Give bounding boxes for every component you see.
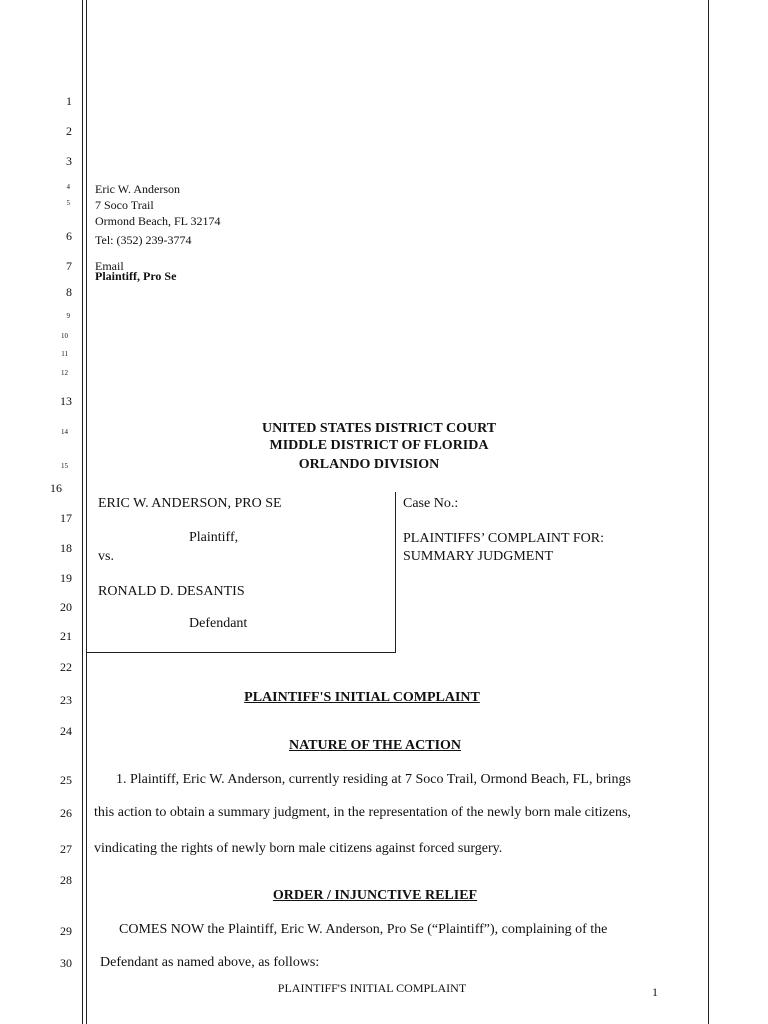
defendant-label: Defendant (189, 616, 248, 631)
line-number: 3 (66, 154, 72, 168)
document-title-line2: SUMMARY JUDGMENT (403, 549, 554, 564)
caption-divider-vertical (395, 492, 396, 653)
page-number: 1 (652, 985, 658, 999)
filer-email: Email (95, 259, 124, 273)
line-number: 4 (66, 183, 70, 191)
right-margin-rule (708, 0, 709, 1024)
filer-phone: Tel: (352) 239-3774 (95, 233, 192, 247)
line-number: 10 (61, 332, 68, 340)
line-number: 1 (66, 94, 72, 108)
complaint-heading: PLAINTIFF'S INITIAL COMPLAINT (244, 690, 480, 705)
line-number: 5 (66, 199, 70, 207)
document-title-line1: PLAINTIFFS’ COMPLAINT FOR: (403, 531, 604, 546)
filer-street: 7 Soco Trail (95, 198, 154, 212)
injunctive-relief-heading: ORDER / INJUNCTIVE RELIEF (272, 888, 478, 903)
line-number: 9 (66, 312, 70, 320)
line-number: 13 (60, 394, 72, 408)
left-margin-rule-outer (82, 0, 83, 1024)
line-number: 2 (66, 124, 72, 138)
line-number: 14 (61, 428, 68, 436)
line-number: 26 (60, 806, 72, 820)
line-number: 6 (66, 229, 72, 243)
plaintiff-name: ERIC W. ANDERSON, PRO SE (98, 496, 282, 511)
line-number: 15 (61, 462, 68, 470)
line-number: 21 (60, 629, 72, 643)
line-number: 12 (61, 369, 68, 377)
case-number-label: Case No.: (403, 496, 459, 511)
filer-role: Plaintiff, Pro Se (95, 269, 177, 283)
line-number: 24 (60, 724, 72, 738)
line-number: 28 (60, 873, 72, 887)
court-district: MIDDLE DISTRICT OF FLORIDA (269, 438, 489, 453)
left-margin-rule-inner (86, 0, 87, 1024)
line-number: 23 (60, 693, 72, 707)
line-number: 18 (60, 541, 72, 555)
line-number: 11 (61, 350, 68, 358)
line-number: 8 (66, 285, 72, 299)
line-number: 25 (60, 773, 72, 787)
versus-label: vs. (98, 549, 114, 564)
line-number: 19 (60, 571, 72, 585)
line-number: 20 (60, 600, 72, 614)
caption-divider-horizontal (86, 652, 396, 653)
paragraph-line: COMES NOW the Plaintiff, Eric W. Anderson, Pro Se (“Plaintiff”), complaining of the (119, 922, 608, 937)
court-division: ORLANDO DIVISION (298, 457, 440, 472)
line-number: 17 (60, 511, 72, 525)
line-number: 22 (60, 660, 72, 674)
plaintiff-label: Plaintiff, (189, 530, 239, 545)
line-number: 7 (66, 259, 72, 273)
line-number: 16 (50, 481, 62, 495)
paragraph-line: 1. Plaintiff, Eric W. Anderson, currently residing at 7 Soco Trail, Ormond Beach, FL, brings (116, 772, 631, 787)
line-number: 27 (60, 842, 72, 856)
paragraph-line: Defendant as named above, as follows: (100, 955, 320, 970)
paragraph-line: vindicating the rights of newly born male citizens against forced surgery. (94, 841, 503, 856)
nature-of-action-heading: NATURE OF THE ACTION (288, 738, 462, 753)
court-name: UNITED STATES DISTRICT COURT (261, 421, 497, 436)
filer-name: Eric W. Anderson (95, 182, 180, 196)
defendant-name: RONALD D. DESANTIS (98, 584, 245, 599)
line-number: 30 (60, 956, 72, 970)
line-number: 29 (60, 924, 72, 938)
paragraph-line: this action to obtain a summary judgment, in the representation of the newly born male citizens, (94, 805, 631, 820)
footer-title: PLAINTIFF'S INITIAL COMPLAINT (277, 981, 467, 995)
filer-city: Ormond Beach, FL 32174 (95, 214, 221, 228)
